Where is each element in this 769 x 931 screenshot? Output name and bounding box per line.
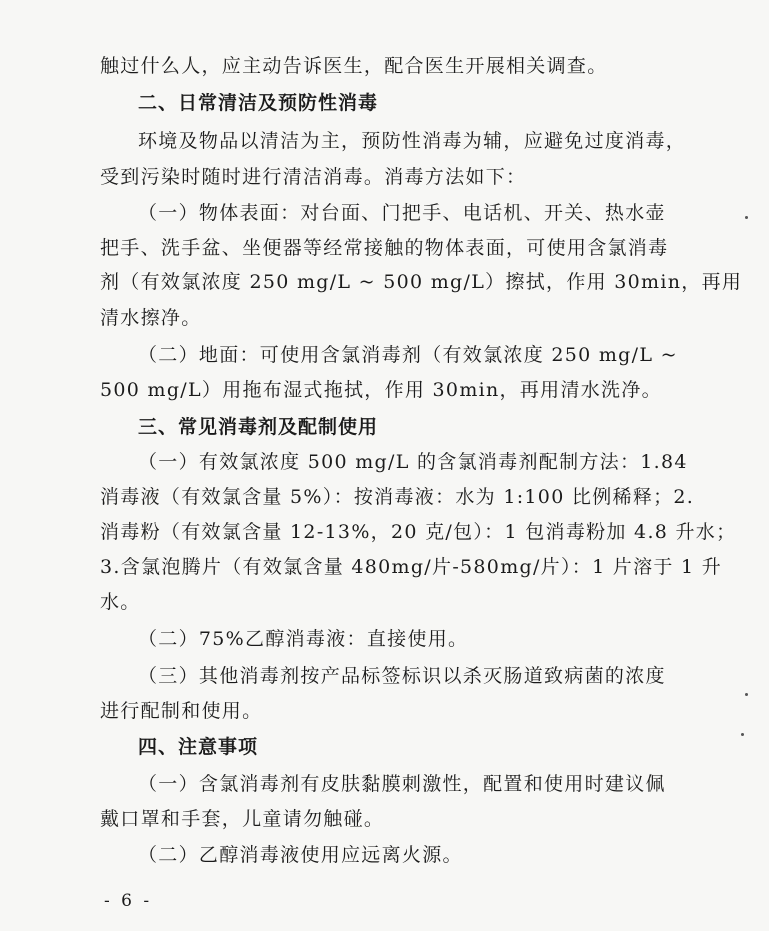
paragraph-line: （二）地面：可使用含氯消毒剂（有效氯浓度 250 mg/L ~ <box>138 344 678 366</box>
section-heading: 三、常见消毒剂及配制使用 <box>138 416 379 438</box>
paragraph-line: 水。 <box>100 591 141 613</box>
paragraph-line: 受到污染时随时进行清洁消毒。消毒方法如下： <box>100 166 527 188</box>
paragraph-line: （一）物体表面：对台面、门把手、电话机、开关、热水壶 <box>138 202 666 224</box>
paragraph-line: 把手、洗手盆、坐便器等经常接触的物体表面，可使用含氯消毒 <box>100 237 669 259</box>
section-heading: 二、日常清洁及预防性消毒 <box>138 92 379 114</box>
page-number: - 6 - <box>104 891 153 911</box>
scan-speck <box>745 693 748 696</box>
paragraph-line: 环境及物品以清洁为主，预防性消毒为辅，应避免过度消毒， <box>138 130 687 152</box>
paragraph-line: 消毒粉（有效氯含量 12-13%，20 克/包）：1 包消毒粉加 4.8 升水； <box>100 521 737 543</box>
paragraph-line: （二）乙醇消毒液使用应远离火源。 <box>138 844 463 866</box>
paragraph-line: （二）75%乙醇消毒液：直接使用。 <box>138 628 469 650</box>
paragraph-line: 戴口罩和手套，儿童请勿触碰。 <box>100 808 385 830</box>
paragraph-line: 500 mg/L）用拖布湿式拖拭，作用 30min，再用清水洗净。 <box>100 379 662 401</box>
paragraph-line: 消毒液（有效氯含量 5%）：按消毒液：水为 1:100 比例稀释；2. <box>100 486 695 508</box>
scan-speck <box>741 733 744 736</box>
paragraph-line: （一）含氯消毒剂有皮肤黏膜刺激性，配置和使用时建议佩 <box>138 773 666 795</box>
paragraph-line: （一）有效氯浓度 500 mg/L 的含氯消毒剂配制方法：1.84 <box>138 451 688 473</box>
paragraph-line: 进行配制和使用。 <box>100 700 263 722</box>
scan-speck <box>745 216 748 219</box>
paragraph-line: 3.含氯泡腾片（有效氯含量 480mg/片-580mg/片）：1 片溶于 1 升 <box>100 556 723 578</box>
paragraph-line: 触过什么人，应主动告诉医生，配合医生开展相关调查。 <box>100 55 608 77</box>
section-heading: 四、注意事项 <box>138 736 259 758</box>
paragraph-line: （三）其他消毒剂按产品标签标识以杀灭肠道致病菌的浓度 <box>138 665 666 687</box>
paragraph-line: 清水擦净。 <box>100 307 202 329</box>
paragraph-line: 剂（有效氯浓度 250 mg/L ~ 500 mg/L）擦拭，作用 30min，再用 <box>100 271 743 293</box>
